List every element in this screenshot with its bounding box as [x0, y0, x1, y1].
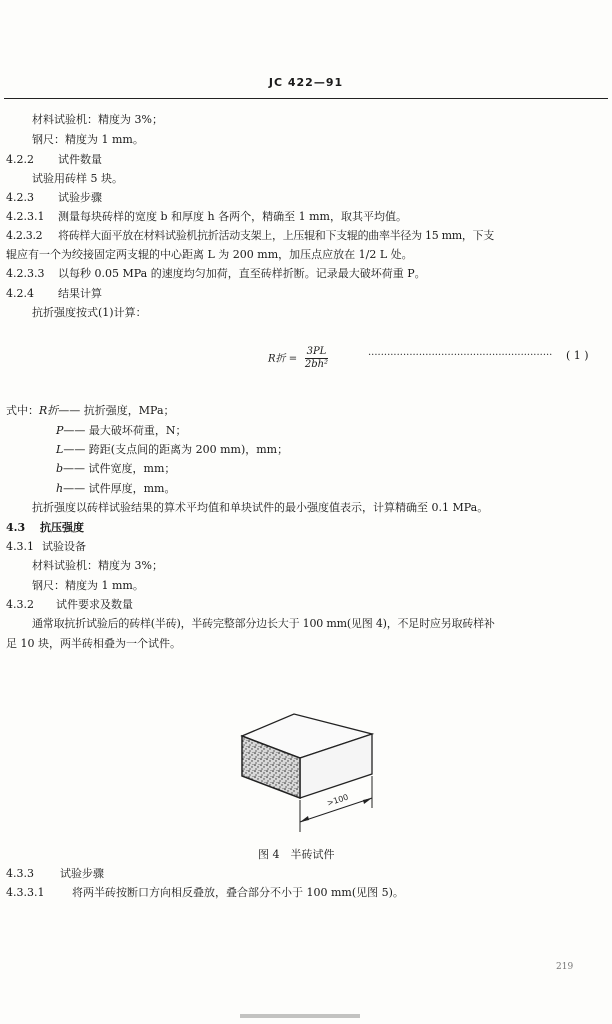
formula-numerator: 3PL [306, 346, 327, 357]
text-line: 通常取抗折试验后的砖样(半砖)，半砖完整部分边长大于 100 mm(见图 4)，不足时应另取砖样补 [32, 617, 495, 630]
dimension-label: >100 [325, 792, 350, 808]
figure-caption: 图 4 半砖试件 [258, 848, 335, 861]
section-heading: 4.2.3 试验步骤 [6, 191, 102, 204]
text-line: 抗折强度按式(1)计算： [32, 306, 147, 319]
numbered-paragraph: 4.2.3.1 测量每块砖样的宽度 b 和厚度 h 各两个，精确至 1 mm，取其平均值。 [6, 210, 407, 223]
formula-lhs: R折 = [268, 353, 298, 365]
formula-denominator: 2bh² [304, 359, 329, 370]
definition-line: b—— 试件宽度，mm； [56, 462, 176, 475]
text-line: 钢尺：精度为 1 mm。 [32, 133, 144, 146]
numbered-paragraph: 4.2.3.2 将砖样大面平放在材料试验机抗折活动支架上，上压辊和下支辊的曲率半径为 15 mm，下支 [6, 229, 494, 242]
text-line: 材料试验机：精度为 3%； [32, 113, 163, 126]
leader-dots: ·························································· [368, 350, 553, 361]
definition-line: L—— 跨距(支点间的距离为 200 mm)，mm； [56, 443, 289, 456]
text-line: 钢尺：精度为 1 mm。 [32, 579, 144, 592]
half-brick-drawing [236, 710, 386, 840]
formula-fraction [305, 346, 329, 371]
section-heading: 4.3.3 试验步骤 [6, 867, 104, 880]
text-line: 辊应有一个为绞接固定两支辊的中心距离 L 为 200 mm，加压点应放在 1/2 L 处。 [6, 248, 413, 261]
numbered-paragraph: 4.3.3.1 将两半砖按断口方向相反叠放，叠合部分不小于 100 mm(见图 5)。 [6, 886, 404, 899]
section-heading: 4.3.2 试件要求及数量 [6, 598, 133, 611]
section-heading: 4.2.4 结果计算 [6, 287, 102, 300]
section-heading: 4.2.2 试件数量 [6, 153, 102, 166]
section-heading: 4.3.1 试验设备 [6, 540, 86, 553]
text-line: 足 10 块，两半砖相叠为一个试件。 [6, 637, 181, 650]
formula [268, 346, 328, 371]
page-number: 219 [556, 962, 574, 972]
section-heading: 4.3 抗压强度 [6, 521, 84, 534]
text-line: 材料试验机：精度为 3%； [32, 559, 163, 572]
half-brick-figure [236, 710, 386, 840]
definition-line: 式中：R折—— 抗折强度，MPa； [6, 404, 175, 417]
equation-number: ( 1 ) [566, 349, 589, 362]
text-line: 抗折强度以砖样试验结果的算术平均值和单块试件的最小强度值表示，计算精确至 0.1 MPa。 [32, 501, 489, 514]
numbered-paragraph: 4.2.3.3 以每秒 0.05 MPa 的速度均匀加荷，直至砖样折断。记录最大破坏荷重 P。 [6, 267, 426, 280]
scan-artifact [240, 1014, 360, 1018]
page-header: JC 422—91 [268, 76, 344, 89]
definition-line: h—— 试件厚度，mm。 [56, 482, 176, 495]
header-rule [4, 98, 608, 99]
definition-line: P—— 最大破坏荷重，N； [56, 424, 187, 437]
text-line: 试验用砖样 5 块。 [32, 172, 123, 185]
